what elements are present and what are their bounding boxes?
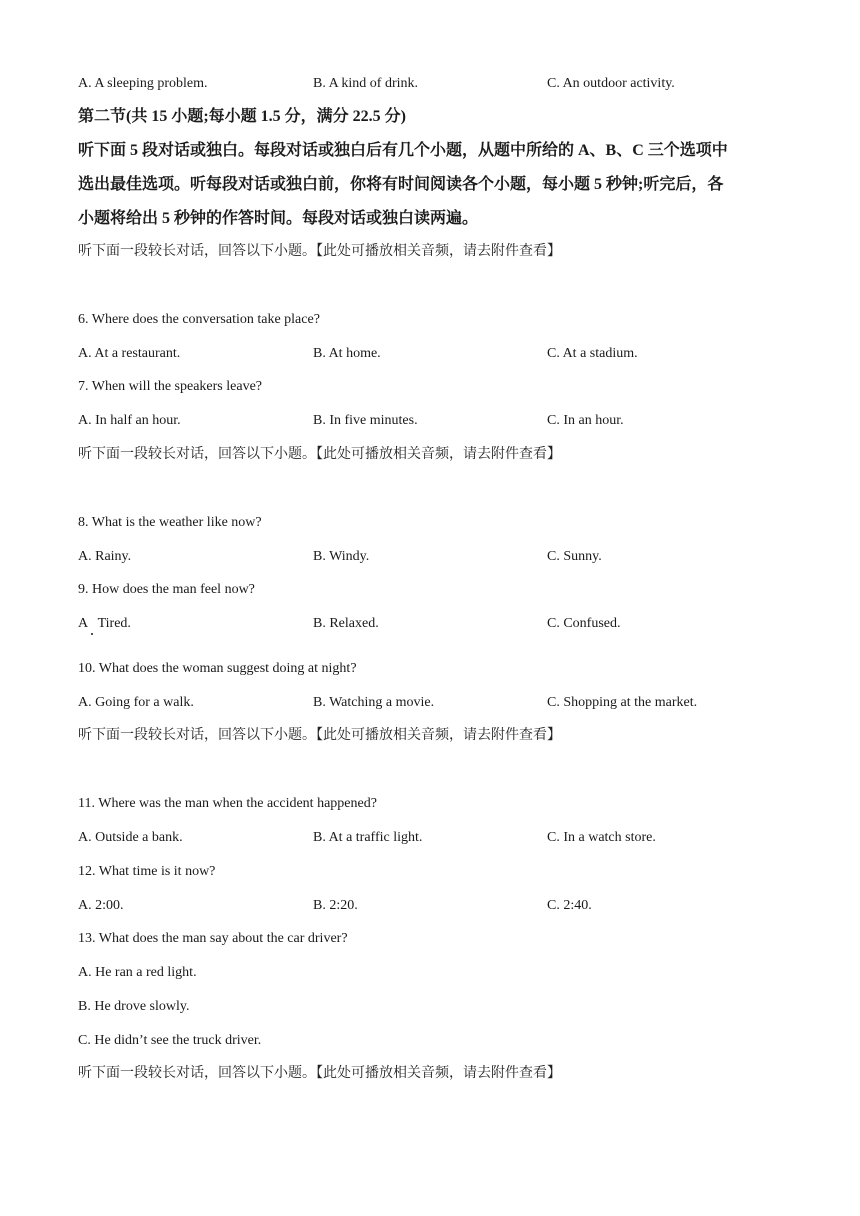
q13-option-b: B. He drove slowly. — [78, 999, 190, 1014]
q13-option-c: C. He didn’t see the truck driver. — [78, 1033, 262, 1048]
q12-stem: 12. What time is it now? — [78, 864, 216, 879]
q6-option-b: B. At home. — [313, 346, 381, 361]
q11-stem: 11. Where was the man when the accident happened? — [78, 796, 377, 811]
q5-option-b: B. A kind of drink. — [313, 76, 419, 91]
q6-stem: 6. Where does the conversation take place? — [78, 312, 320, 327]
q7-stem: 7. When will the speakers leave? — [78, 379, 263, 394]
q7-option-a: A. In half an hour. — [78, 413, 181, 428]
q5-option-a: A. A sleeping problem. — [78, 76, 208, 91]
q12-option-c: C. 2:40. — [547, 898, 592, 913]
audio-prompt-4: 听下面一段较长对话，回答以下小题。【此处可播放相关音频，请去附件查看】 — [78, 1066, 561, 1081]
q13-option-a: A. He ran a red light. — [78, 965, 197, 980]
stray-dot-mark — [91, 633, 93, 635]
q8-option-b: B. Windy. — [313, 549, 370, 564]
q8-stem: 8. What is the weather like now? — [78, 515, 262, 530]
q11-option-c: C. In a watch store. — [547, 830, 656, 845]
q6-option-c: C. At a stadium. — [547, 346, 638, 361]
section-heading: 第二节(共 15 小题;每小题 1.5 分，满分 22.5 分) — [78, 108, 406, 125]
q10-option-a: A. Going for a walk. — [78, 695, 194, 710]
instruction-line-1: 听下面 5 段对话或独白。每段对话或独白后有几个小题，从题中所给的 A、B、C 三个选项中 — [78, 142, 728, 159]
q10-stem: 10. What does the woman suggest doing at night? — [78, 661, 357, 676]
q9-option-a: A Tired. — [78, 616, 131, 631]
q10-option-c: C. Shopping at the market. — [547, 695, 698, 710]
instruction-line-2: 选出最佳选项。听每段对话或独白前，你将有时间阅读各个小题，每小题 5 秒钟;听完后，各 — [78, 176, 724, 193]
q7-option-b: B. In five minutes. — [313, 413, 418, 428]
instruction-line-3: 小题将给出 5 秒钟的作答时间。每段对话或独白读两遍。 — [78, 210, 479, 227]
q6-option-a: A. At a restaurant. — [78, 346, 181, 361]
q7-option-c: C. In an hour. — [547, 413, 624, 428]
audio-prompt-2: 听下面一段较长对话，回答以下小题。【此处可播放相关音频，请去附件查看】 — [78, 447, 561, 462]
q9-stem: 9. How does the man feel now? — [78, 582, 255, 597]
q12-option-a: A. 2:00. — [78, 898, 124, 913]
q10-option-b: B. Watching a movie. — [313, 695, 435, 710]
q11-option-a: A. Outside a bank. — [78, 830, 183, 845]
q12-option-b: B. 2:20. — [313, 898, 358, 913]
q5-option-c: C. An outdoor activity. — [547, 76, 675, 91]
q8-option-a: A. Rainy. — [78, 549, 132, 564]
q9-option-c: C. Confused. — [547, 616, 621, 631]
q8-option-c: C. Sunny. — [547, 549, 602, 564]
q13-stem: 13. What does the man say about the car driver? — [78, 931, 348, 946]
q11-option-b: B. At a traffic light. — [313, 830, 423, 845]
q9-option-b: B. Relaxed. — [313, 616, 379, 631]
audio-prompt-1: 听下面一段较长对话，回答以下小题。【此处可播放相关音频，请去附件查看】 — [78, 244, 561, 259]
audio-prompt-3: 听下面一段较长对话，回答以下小题。【此处可播放相关音频，请去附件查看】 — [78, 728, 561, 743]
